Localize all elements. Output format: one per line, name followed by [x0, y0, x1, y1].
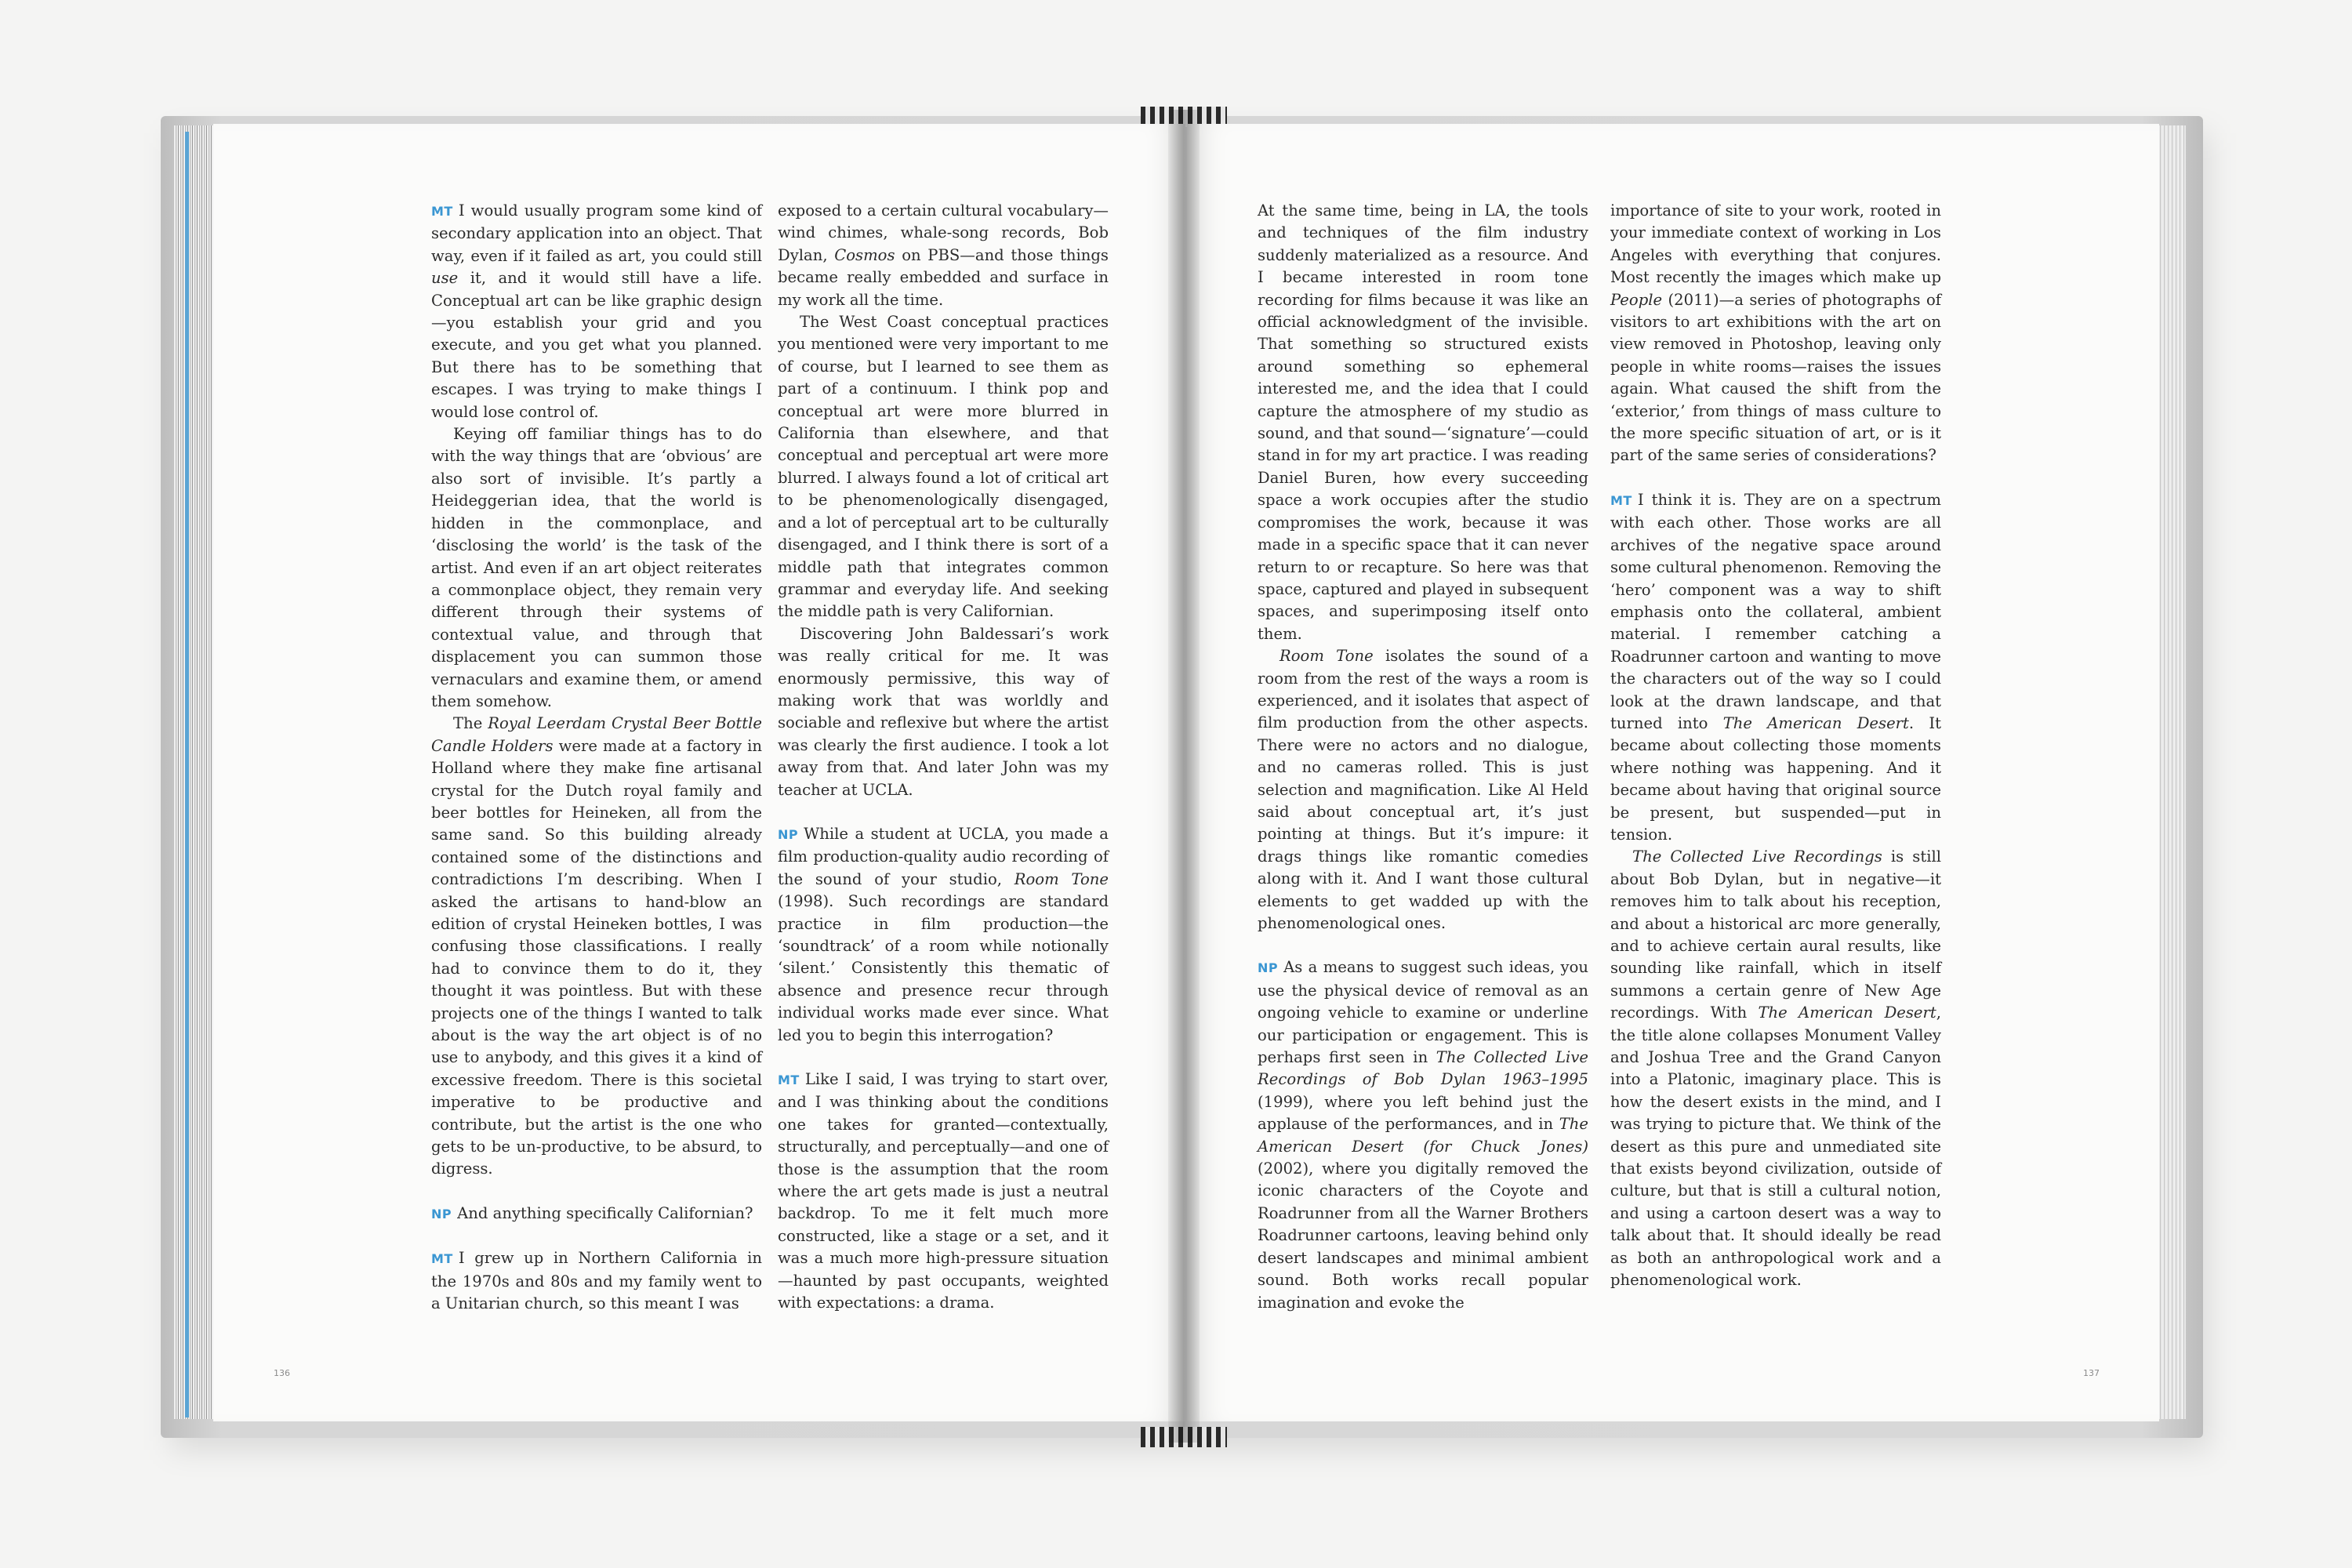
interview-np-paragraph — [1258, 956, 1588, 1314]
italic-title: Royal Leerdam Crystal Beer Bottle Candle Holders — [431, 714, 763, 755]
text-run: . It became about collecting those moments where nothing was happening. And it became about having that original source be present, but suspended—put in tension. — [1610, 713, 1941, 844]
interview-mt-paragraph — [431, 200, 762, 423]
left-page-column-2 — [778, 200, 1109, 1315]
text-run: The — [453, 714, 488, 733]
page-number-left: 136 — [274, 1368, 290, 1378]
right-page-column-1 — [1258, 200, 1588, 1314]
italic-title: use — [431, 269, 459, 288]
text-run: exposed to a certain cultural vocabulary—wind chimes, whale-song records, Bob Dylan, — [778, 201, 1109, 264]
text-run: I would usually program some kind of secondary application into an object. That way, even if it failed as art, you could still — [431, 201, 762, 265]
italic-title: The Collected Live Recordings — [1632, 848, 1882, 866]
italic-title: The Collected Live Recordings of Bob Dylan 1963–1995 — [1258, 1048, 1588, 1089]
book-gutter — [1168, 110, 1200, 1443]
paragraph — [1258, 200, 1588, 645]
text-run: While a student at UCLA, you made a film production-quality audio recording of the sound of your studio, — [778, 824, 1109, 888]
page-number-right: 137 — [2083, 1368, 2100, 1378]
text-run: (2002), where you digitally removed the iconic characters of the Coyote and Roadrunner from all the Warner Brothers Roadrunner cartoons, leaving behind only desert landscapes and minimal ambient sound. Both works recall popular imagination and evoke the — [1258, 1160, 1588, 1312]
left-page-column-1 — [431, 200, 762, 1316]
text-run: I think it is. They are on a spectrum with each other. Those works are all archives of the negative space around some cultural phenomenon. Removing the ‘hero’ component was a way to shift emphasis onto the collateral, ambient material. I remember catching a Roadrunner cartoon and wanting to move the characters out of the way so I could look at the drawn landscape, and that turned into — [1610, 490, 1941, 732]
text-run: (2011)—a series of photographs of visitors to art exhibitions with the art on view removed in Photoshop, leaving only people in white rooms—raises the issues again. What caused the shift from the ‘exterior,’ from things of mass culture to the more specific situation of art, or is it part of the same series of considerations? — [1610, 290, 1941, 465]
text-run: (1998). Such recordings are standard practice in film production—the ‘soundtrack’ of a room while notionally ‘silent.’ Consistently this thematic of absence and presence recur through individual works made ever since. What led you to begin this interrogation? — [778, 892, 1109, 1044]
text-run: Like I said, I was trying to start over, and I was thinking about the conditions one takes for granted—contextually, structurally, and perceptually—and one of those is the assumption that the room where the art gets made is just a neutral backdrop. To me it felt much more constructed, like a stage or a set, and it was a much more high-pressure situation—haunted by past occupants, weighted with expectations: a drama. — [778, 1070, 1109, 1312]
text-run: importance of site to your work, rooted in your immediate context of working in Los Angeles with everything that conjures. Most recently the images which make up — [1610, 201, 1941, 287]
italic-title: The American Desert — [1758, 1004, 1936, 1022]
interview-mt-paragraph — [778, 1069, 1109, 1314]
interview-mt-paragraph — [1610, 489, 1941, 847]
paragraph — [778, 623, 1109, 801]
paragraph — [778, 311, 1109, 623]
speaker-label: MT — [1610, 492, 1632, 508]
text-run: , the title alone collapses Monument Valley and Joshua Tree and the Grand Canyon into a Platonic, imaginary place. This is how the desert exists in the mind, and I was trying to picture that. We think of the desert as this pure and unmediated site that exists beyond civilization, outside of culture, but that is still a cultural notion, and using a cartoon desert was a way to talk about that. It should ideally be read as both an anthropological work and a phenomenological work. — [1610, 1004, 1941, 1290]
paragraph — [1258, 645, 1588, 935]
left-page-edges — [174, 125, 217, 1419]
text-run: were made at a factory in Holland where they make fine artisanal crystal for the Dutch royal family and beer bottles for Heineken, all from the same sand. So this building already contained some of the distinctions and contradictions I’m describing. When I asked the artisans to hand-blow an edition of crystal Heineken bottles, I was confusing those classifications. I really had to convince them to do it, they thought it was pointless. But with these projects one of the things I wanted to talk about is the way the art object is of no use to anybody, and this gives it a kind of excessive freedom. There is this societal imperative to be productive and contribute, but the artist is the one who gets to be un-productive, to be absurd, to digress. — [431, 736, 762, 1178]
paragraph — [431, 713, 762, 1181]
text-run: Discovering John Baldessari’s work was really critical for me. It was enormously permissive, this way of making work that was worldly and sociable and reflexive but where the artist was clearly the first audience. I took a lot away from that. And later John was my teacher at UCLA. — [778, 624, 1109, 799]
paragraph — [1610, 200, 1941, 467]
text-run: I grew up in Northern California in the 1970s and 80s and my family went to a Unitarian church, so this meant I was — [431, 1249, 762, 1313]
text-run: At the same time, being in LA, the tools and techniques of the film industry suddenly materialized as a resource. And I became interested in room tone recording for films because it was like an official acknowledgment of the invisible. That something so structured exists around something so ephemeral interested me, and the idea that I could capture the atmosphere of my studio as sound, and that sound—‘signature’—could stand in for my art practice. I was reading Daniel Buren, how every succeeding space a work occupies after the studio compromises the work, because it was made in a specific space that it can never return to or recapture. So here was that space, captured and played in subsequent spaces, and superimposing itself onto them. — [1258, 201, 1588, 643]
right-page-edges — [2154, 125, 2186, 1419]
text-run: The West Coast conceptual practices you mentioned were very important to me of course, but I learned to see them as part of a continuum. I think pop and conceptual art were more blurred in California than elsewhere, and that conceptual and perceptual art were more blurred. I always found a lot of critical art to be phenomenologically disengaged, and a lot of perceptual art to be culturally disengaged, and I think there is sort of a middle path that integrates common grammar and everyday life. And seeking the middle path is very Californian. — [778, 313, 1109, 621]
text-run: is still about Bob Dylan, but in negative—it removes him to talk about his reception, and about a historical arc more generally, and to achieve certain aural results, like sounding like rainfall, which in itself summons a certain genre of New Age recordings. With — [1610, 848, 1941, 1022]
paragraph — [431, 423, 762, 713]
speaker-label: MT — [431, 1251, 453, 1267]
italic-title: Cosmos — [834, 245, 895, 264]
right-page-column-2 — [1610, 200, 1941, 1292]
text-run: As a means to suggest such ideas, you use the physical device of removal as an ongoing vehicle to examine or underline our participation or engagement. This is perhaps first seen in — [1258, 958, 1588, 1067]
text-run: Keying off familiar things has to do with the way things that are ‘obvious’ are also sort of invisible. It’s partly a Heideggerian idea, that the world is hidden in the commonplace, and ‘disclosing the world’ is the task of the artist. And even if an art object reiterates a commonplace object, they remain very different through their systems of contextual value, and through that displacement you can summon those vernaculars and examine them, or amend them somehow. — [431, 425, 762, 710]
italic-title: Room Tone — [1279, 647, 1374, 666]
speaker-label: NP — [1258, 960, 1279, 976]
speaker-label: NP — [431, 1206, 452, 1221]
italic-title: Room Tone — [1014, 869, 1109, 888]
speaker-label: MT — [778, 1073, 800, 1088]
italic-title: People — [1610, 290, 1663, 309]
speaker-label: NP — [778, 826, 799, 842]
italic-title: The American Desert (for Chuck Jones) — [1258, 1115, 1588, 1156]
speaker-label: MT — [431, 204, 453, 219]
paragraph — [778, 200, 1109, 311]
interview-np-paragraph — [778, 823, 1109, 1047]
interview-mt-paragraph — [431, 1247, 762, 1315]
interview-np-paragraph — [431, 1203, 762, 1225]
text-run: on PBS—and those things became really embedded and surface in my work all the time. — [778, 245, 1109, 309]
text-run: (1999), where you left behind just the applause of the performances, and in — [1258, 1092, 1588, 1134]
paragraph — [1610, 846, 1941, 1291]
text-run: it, and it would still have a life. Conceptual art can be like graphic design—you establish your grid and you execute, and you get what you planned. But there has to be something that escapes. I was trying to make things I would lose control of. — [431, 269, 762, 421]
text-run: isolates the sound of a room from the rest of the ways a room is experienced, and it isolates that aspect of film production from the other aspects. There were no actors and no dialogue, and no cameras rolled. This is just selection and magnification. Like Al Held said about conceptual art, it’s just pointing at things. But it’s impure: it drags things like romantic comedies along with it. And I want those cultural elements to get wadded up with the phenomenological ones. — [1258, 647, 1588, 932]
text-run: And anything specifically Californian? — [457, 1203, 753, 1222]
blue-page-edge — [185, 132, 189, 1417]
italic-title: The American Desert — [1722, 713, 1909, 732]
